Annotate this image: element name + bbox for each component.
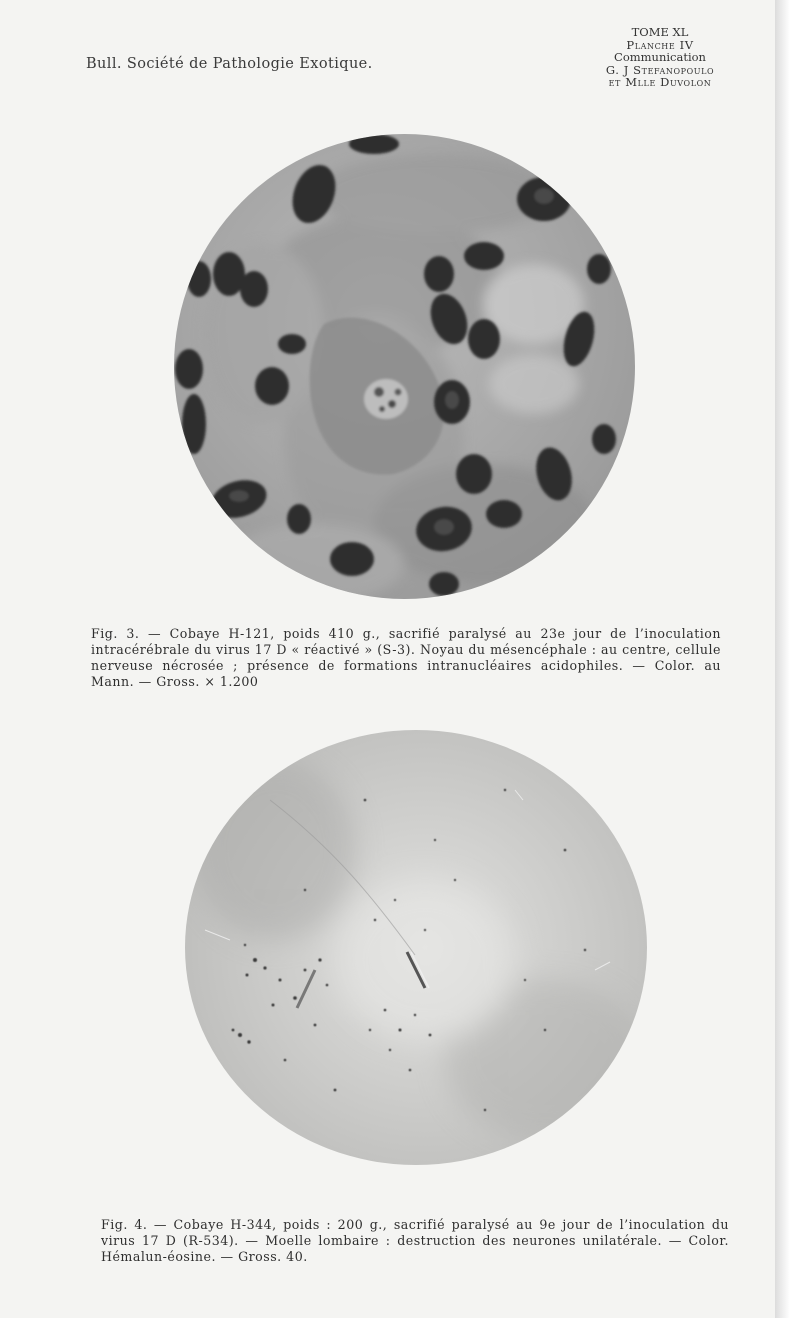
- tome-label: TOME XL: [631, 25, 689, 39]
- figure-3-micrograph: [174, 134, 635, 599]
- journal-title: Bull. Société de Pathologie Exotique.: [86, 56, 373, 72]
- plate-info: [560, 26, 760, 89]
- authors-line-1: G. J Stefanopoulo: [605, 62, 715, 77]
- figure-4-caption: Fig. 4. — Cobaye H-344, poids : 200 g., sacrifié paralysé au 9e jour de l’inoculation du virus 17 D (R-534). — Moelle lombaire : destruction des neurones unilatérale. — Color. Hémalun-éosine. — Gross. 40.: [101, 1217, 729, 1264]
- communication-label: Communication: [614, 50, 706, 64]
- page-edge: [775, 0, 800, 1318]
- planche-label: Planche IV: [626, 37, 694, 52]
- figure-4-image: [185, 730, 647, 1165]
- figure-3-caption: Fig. 3. — Cobaye H-121, poids 410 g., sacrifié paralysé au 23e jour de l’inoculation intracérébrale du virus 17 D « réactivé » (S-3). Noyau du mésencéphale : au centre, cellule nerveuse nécrosée ; présence de formations intranucléaires acidophiles. — Color. au Mann. — Gross. × 1.200: [91, 626, 721, 689]
- figure-3-image: [174, 134, 635, 599]
- figure-4-micrograph: [185, 730, 647, 1165]
- authors-line-2: et Mlle Duvolon: [608, 75, 712, 89]
